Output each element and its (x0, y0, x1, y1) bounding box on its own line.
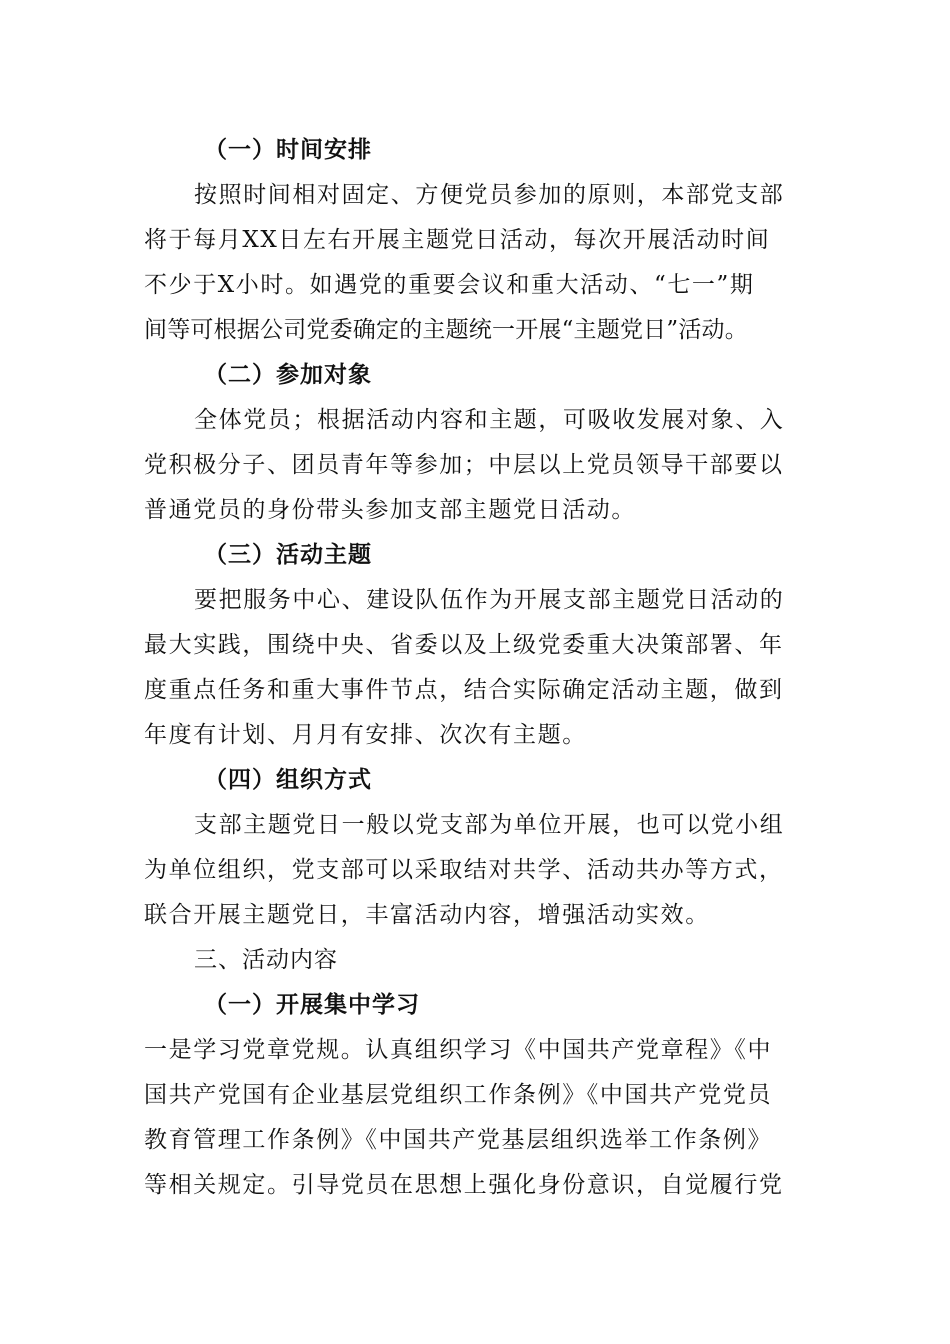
paragraph-line: 将于每月XX日左右开展主题党日活动，每次开展活动时间 (144, 227, 771, 253)
paragraph-line: 支部主题党日一般以党支部为单位开展，也可以党小组 (194, 812, 785, 838)
section-heading-theme: （三）活动主题 (204, 542, 372, 568)
section-heading-organization: （四）组织方式 (204, 767, 372, 793)
paragraph-line: 联合开展主题党日，丰富活动内容，增强活动实效。 (144, 902, 710, 928)
paragraph-line: 教育管理工作条例》《中国共产党基层组织选举工作条例》 (144, 1127, 773, 1153)
paragraph-line: 一是学习党章党规。认真组织学习《中国共产党章程》《中 (144, 1037, 773, 1063)
paragraph-line: 要把服务中心、建设队伍作为开展支部主题党日活动的 (194, 587, 785, 613)
document-body (144, 128, 816, 1208)
paragraph-line: 党积极分子、团员青年等参加；中层以上党员领导干部要以 (144, 452, 784, 478)
paragraph-line: 普通党员的身份带头参加支部主题党日活动。 (144, 497, 636, 523)
paragraph-line: 国共产党国有企业基层党组织工作条例》《中国共产党党员 (144, 1082, 773, 1108)
paragraph-line: 不少于X小时。如遇党的重要会议和重大活动、“七一”期 (144, 272, 755, 298)
section-heading-participants: （二）参加对象 (204, 362, 372, 388)
section-heading-time: （一）时间安排 (204, 137, 372, 163)
paragraph-line: 最大实践，围绕中央、省委以及上级党委重大决策部署、年 (144, 632, 784, 658)
paragraph-line: 度重点任务和重大事件节点，结合实际确定活动主题，做到 (144, 677, 784, 703)
paragraph-line: 全体党员；根据活动内容和主题，可吸收发展对象、入 (194, 407, 785, 433)
paragraph-line: 年度有计划、月月有安排、次次有主题。 (144, 722, 587, 748)
part-heading-activity-content: 三、活动内容 (194, 947, 338, 973)
section-heading-study: （一）开展集中学习 (204, 992, 420, 1018)
paragraph-line: 等相关规定。引导党员在思想上强化身份意识，自觉履行党 (144, 1172, 784, 1198)
paragraph-line: 间等可根据公司党委确定的主题统一开展“主题党日”活动。 (144, 317, 748, 343)
paragraph-line: 为单位组织，党支部可以采取结对共学、活动共办等方式， (144, 857, 784, 883)
paragraph-line: 按照时间相对固定、方便党员参加的原则，本部党支部 (194, 182, 785, 208)
